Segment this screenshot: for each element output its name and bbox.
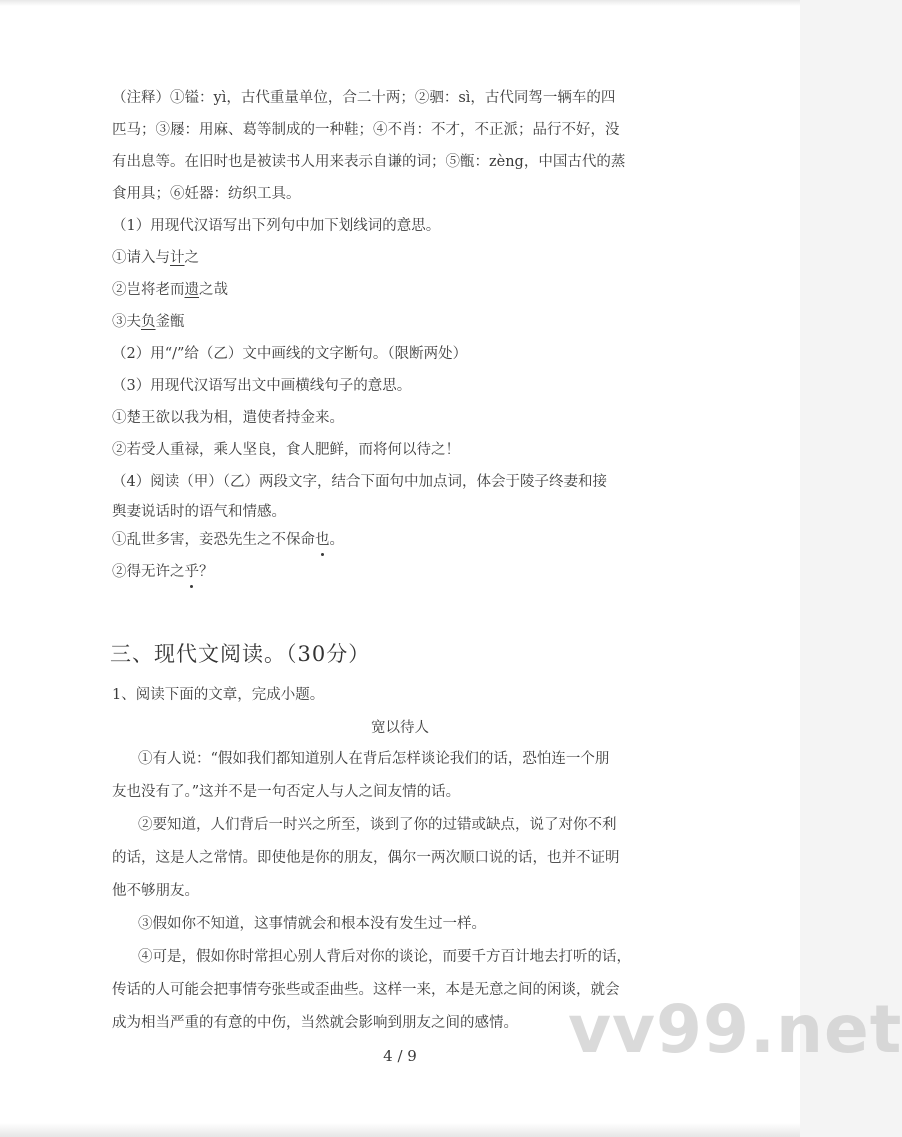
paragraph-line: ②要知道，人们背后一时兴之所至，谈到了你的过错或缺点，说了对你不利 xyxy=(138,817,617,833)
question-2-prompt: （2）用“/”给（乙）文中画线的文字断句。（限断两处） xyxy=(112,346,468,362)
watermark: vv99.net xyxy=(568,991,902,1068)
paragraph-line: ③假如你不知道，这事情就会和根本没有发生过一样。 xyxy=(138,916,486,932)
item-text: 之哉 xyxy=(199,282,228,298)
item-text: 。 xyxy=(329,532,344,548)
question-3-prompt: （3）用现代汉语写出文中画横线句子的意思。 xyxy=(112,378,412,394)
note-line: 有出息等。在旧时也是被读书人用来表示自谦的词；⑤甑：zèng，中国古代的蒸 xyxy=(112,154,626,170)
paragraph-line: 的话，这是人之常情。即使他是你的朋友，偶尔一两次顺口说的话，也并不证明 xyxy=(112,850,620,866)
paragraph-line: 他不够朋友。 xyxy=(112,883,199,899)
question-3-item-1: ①楚王欲以我为相，遣使者持金来。 xyxy=(112,410,344,426)
note-line: 食用具；⑥妊器：纺织工具。 xyxy=(112,186,301,202)
note-line: （注释）①镒：yì，古代重量单位，合二十两；②驷：sì，古代同驾一辆车的四 xyxy=(112,90,616,106)
question-3-item-2: ②若受人重禄，乘人坚良，食人肥鲜，而将何以待之！ xyxy=(112,442,460,458)
paragraph-line: ④可是，假如你时常担心别人背后对你的谈论，而要千方百计地去打听的话， xyxy=(138,949,631,965)
paragraph-line: 成为相当严重的有意的中伤，当然就会影响到朋友之间的感情。 xyxy=(112,1015,518,1031)
section-heading: 三、现代文阅读。（30分） xyxy=(110,642,371,666)
dotted-word: 也 xyxy=(315,532,330,548)
note-line: 匹马；③屦：用麻、葛等制成的一种鞋；④不肖：不才，不正派；品行不好，没 xyxy=(112,122,620,138)
paragraph-line: 友也没有了。”这并不是一句否定人与人之间友情的话。 xyxy=(112,784,461,800)
paragraph-line: 传话的人可能会把事情夸张些或歪曲些。这样一来，本是无意之间的闲谈，就会 xyxy=(112,982,620,998)
underlined-word: 计 xyxy=(170,250,185,266)
item-text: ②岂将老而 xyxy=(112,282,185,298)
question-4-item-1 xyxy=(112,530,344,550)
item-text: ①请入与 xyxy=(112,250,170,266)
underlined-word: 负 xyxy=(141,314,156,330)
item-text: 之 xyxy=(184,250,199,266)
question-4-prompt-cont: 舆妻说话时的语气和情感。 xyxy=(112,504,286,520)
section-instruction: 1、阅读下面的文章，完成小题。 xyxy=(112,687,325,703)
item-text: ？ xyxy=(199,564,214,580)
top-edge-shadow xyxy=(0,0,800,6)
passage-title: 宽以待人 xyxy=(371,720,429,736)
question-4-prompt: （4）阅读（甲）（乙）两段文字，结合下面句中加点词，体会于陵子终妻和接 xyxy=(112,474,607,490)
dotted-word: 乎 xyxy=(184,564,199,580)
paragraph-line: ①有人说：“假如我们都知道别人在背后怎样谈论我们的话，恐怕连一个朋 xyxy=(138,751,610,767)
page-number: 4 / 9 xyxy=(383,1047,417,1065)
item-text: 釜甑 xyxy=(155,314,185,330)
bottom-edge-shadow xyxy=(0,1123,800,1137)
item-text: ③夫 xyxy=(112,314,141,330)
question-1-item-1 xyxy=(112,248,199,268)
underlined-word: 遗 xyxy=(184,282,199,298)
item-text: ②得无许之 xyxy=(112,564,185,580)
question-1-item-2 xyxy=(112,280,228,300)
question-1-item-3 xyxy=(112,312,185,332)
question-1-prompt: （1）用现代汉语写出下列句中加下划线词的意思。 xyxy=(112,218,441,234)
item-text: ①乱世多害，妾恐先生之不保命 xyxy=(112,532,315,548)
question-4-item-2 xyxy=(112,562,214,582)
